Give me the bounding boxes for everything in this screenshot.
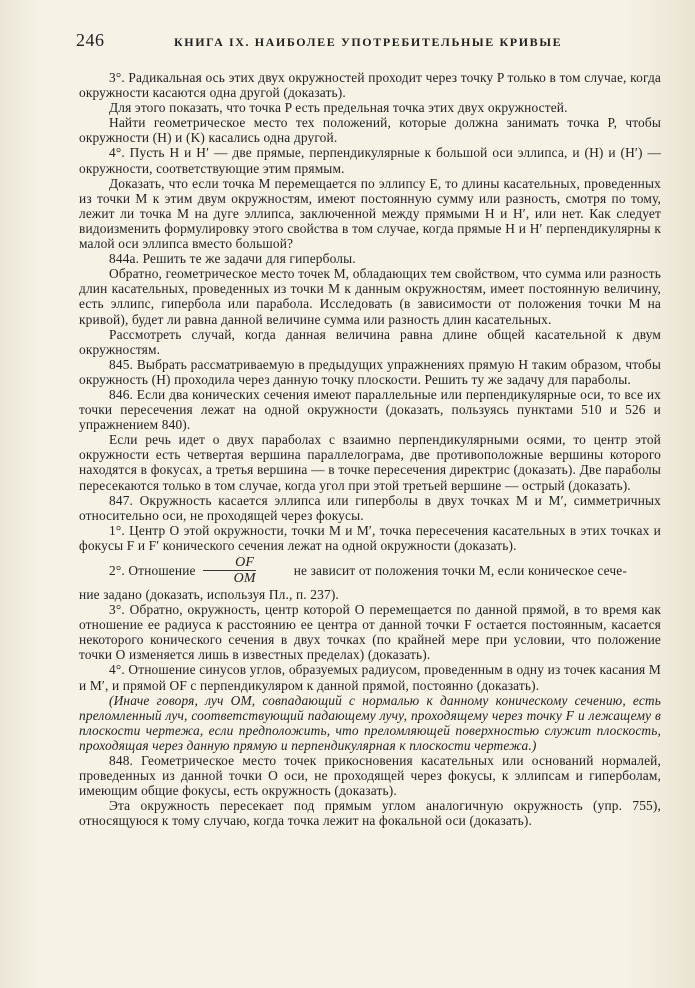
running-head: КНИГА IX. НАИБОЛЕЕ УПОТРЕБИТЕЛЬНЫЕ КРИВЫЕ xyxy=(174,35,563,49)
paragraph: 847. Окружность касается эллипса или гиперболы в двух точках M и M′, симметричных относительно оси, не проходящей через фокусы. xyxy=(79,492,661,523)
paragraph: 1°. Центр O этой окружности, точки M и M′, точка пересечения касательных в этих точках и фокусы F и F′ конического сечения лежат на одной окружности (доказать). xyxy=(79,522,661,553)
page-number: 246 xyxy=(76,30,105,50)
paragraph: Рассмотреть случай, когда данная величина равна длине общей касательной к двум окружностям. xyxy=(79,326,661,357)
paragraph: 4°. Пусть H и H′ — две прямые, перпендикулярные к большой оси эллипса, и (H) и (H′) — окружности, соответствующие этим прямым. xyxy=(79,145,661,176)
paragraph: 846. Если два конических сечения имеют параллельные или перпендикулярные оси, то все их точки пересечения лежат на одной окружности (доказать, пользуясь пунктами 510 и 526 и упражнением 840). xyxy=(79,386,661,433)
page-header xyxy=(76,30,667,52)
fraction-paragraph xyxy=(79,555,661,586)
italic-paragraph: (Иначе говоря, луч OM, совпадающий с нормалью к данному коническому сечению, есть преломленный луч, соответствующий падающему лучу, проходящему через точку F и лежащему в плоскости чертежа, если предположить, что преломляющей поверхностью служит плоскость, проходящая через данную прямую и перпендикулярная к плоскости чертежа.) xyxy=(79,692,661,753)
paragraph: 845. Выбрать рассматриваемую в предыдущих упражнениях прямую H таким образом, чтобы окружность (H) проходила через данную точку плоскости. Решить ту же задачу для параболы. xyxy=(79,356,661,387)
paragraph: 3°. Радикальная ось этих двух окружностей проходит через точку P только в том случае, когда окружности касаются одна другой (доказать). xyxy=(79,70,661,101)
fraction-denominator: OM xyxy=(233,571,256,586)
fraction-lead-text: 2°. Отношение xyxy=(109,562,196,578)
paragraph: 3°. Обратно, окружность, центр которой O перемещается по данной прямой, в то время как отношение ее радиуса к расстоянию ее центра от данной точки F остается постоянным, касается некоторого конического сечения в двух точках (по крайней мере при условии, что положение точки O изменяется лишь в известных пределах) (доказать). xyxy=(79,602,661,663)
fraction-trail-text: не зависит от положения точки M, если коническое сече- xyxy=(293,562,628,578)
paragraph: 848. Геометрическое место точек прикосновения касательных или оснований нормалей, проведенных из данной точки O оси, не проходящей через фокусы, к эллипсам и гиперболам, имеющим общие фокусы, есть окружность (доказать). xyxy=(79,753,661,799)
fraction-numerator: OF xyxy=(203,555,256,571)
paragraph: Для этого показать, что точка P есть предельная точка этих двух окружностей. xyxy=(109,100,568,116)
page-body xyxy=(79,70,661,829)
paragraph: 844a. Решить те же задачи для гиперболы. xyxy=(109,251,356,267)
paragraph: Обратно, геометрическое место точек M, обладающих тем свойством, что сумма или разность длин касательных, проведенных из точки M к данным окружностям, имеет постоянную величину, есть эллипс, гипербола или парабола. Исследовать (в зависимости от положения точки M на кривой), будет ли равна данной величине сумма или разность длин касательных. xyxy=(79,266,661,327)
paragraph: Найти геометрическое место тех положений, которые должна занимать точка P, чтобы окружности (H) и (K) касались одна другой. xyxy=(79,115,661,146)
paragraph: Эта окружность пересекает под прямым углом аналогичную окружность (упр. 755), относящуюся к тому случаю, когда точка лежит на фокальной оси (доказать). xyxy=(79,798,661,829)
paragraph: Доказать, что если точка M перемещается по эллипсу E, то длины касательных, проведенных из точки M к этим двум окружностям, имеют постоянную сумму или разность, смотря по тому, лежит ли точка M на дуге эллипса, заключенной между прямыми H и H′, или нет. Как следует видоизменить формулировку этого свойства в том случае, когда прямые H и H′ перпендикулярны к малой оси эллипса вместо большой? xyxy=(79,175,661,252)
paragraph: ние задано (доказать, используя Пл., п. 237). xyxy=(79,587,339,602)
fraction xyxy=(202,555,258,586)
paragraph: Если речь идет о двух параболах с взаимно перпендикулярными осями, то центр этой окружности есть четвертая вершина параллелограма, две противоположные вершины которого находятся в фокусах, а третья вершина — в точке пересечения директрис (доказать). Две параболы пересекаются только в том случае, когда угол при этой третьей вершине — острый (доказать). xyxy=(79,432,661,493)
paragraph: 4°. Отношение синусов углов, образуемых радиусом, проведенным в одну из точек касания M и M′, и прямой OF с перпендикуляром к данной прямой, постоянно (доказать). xyxy=(79,662,661,693)
